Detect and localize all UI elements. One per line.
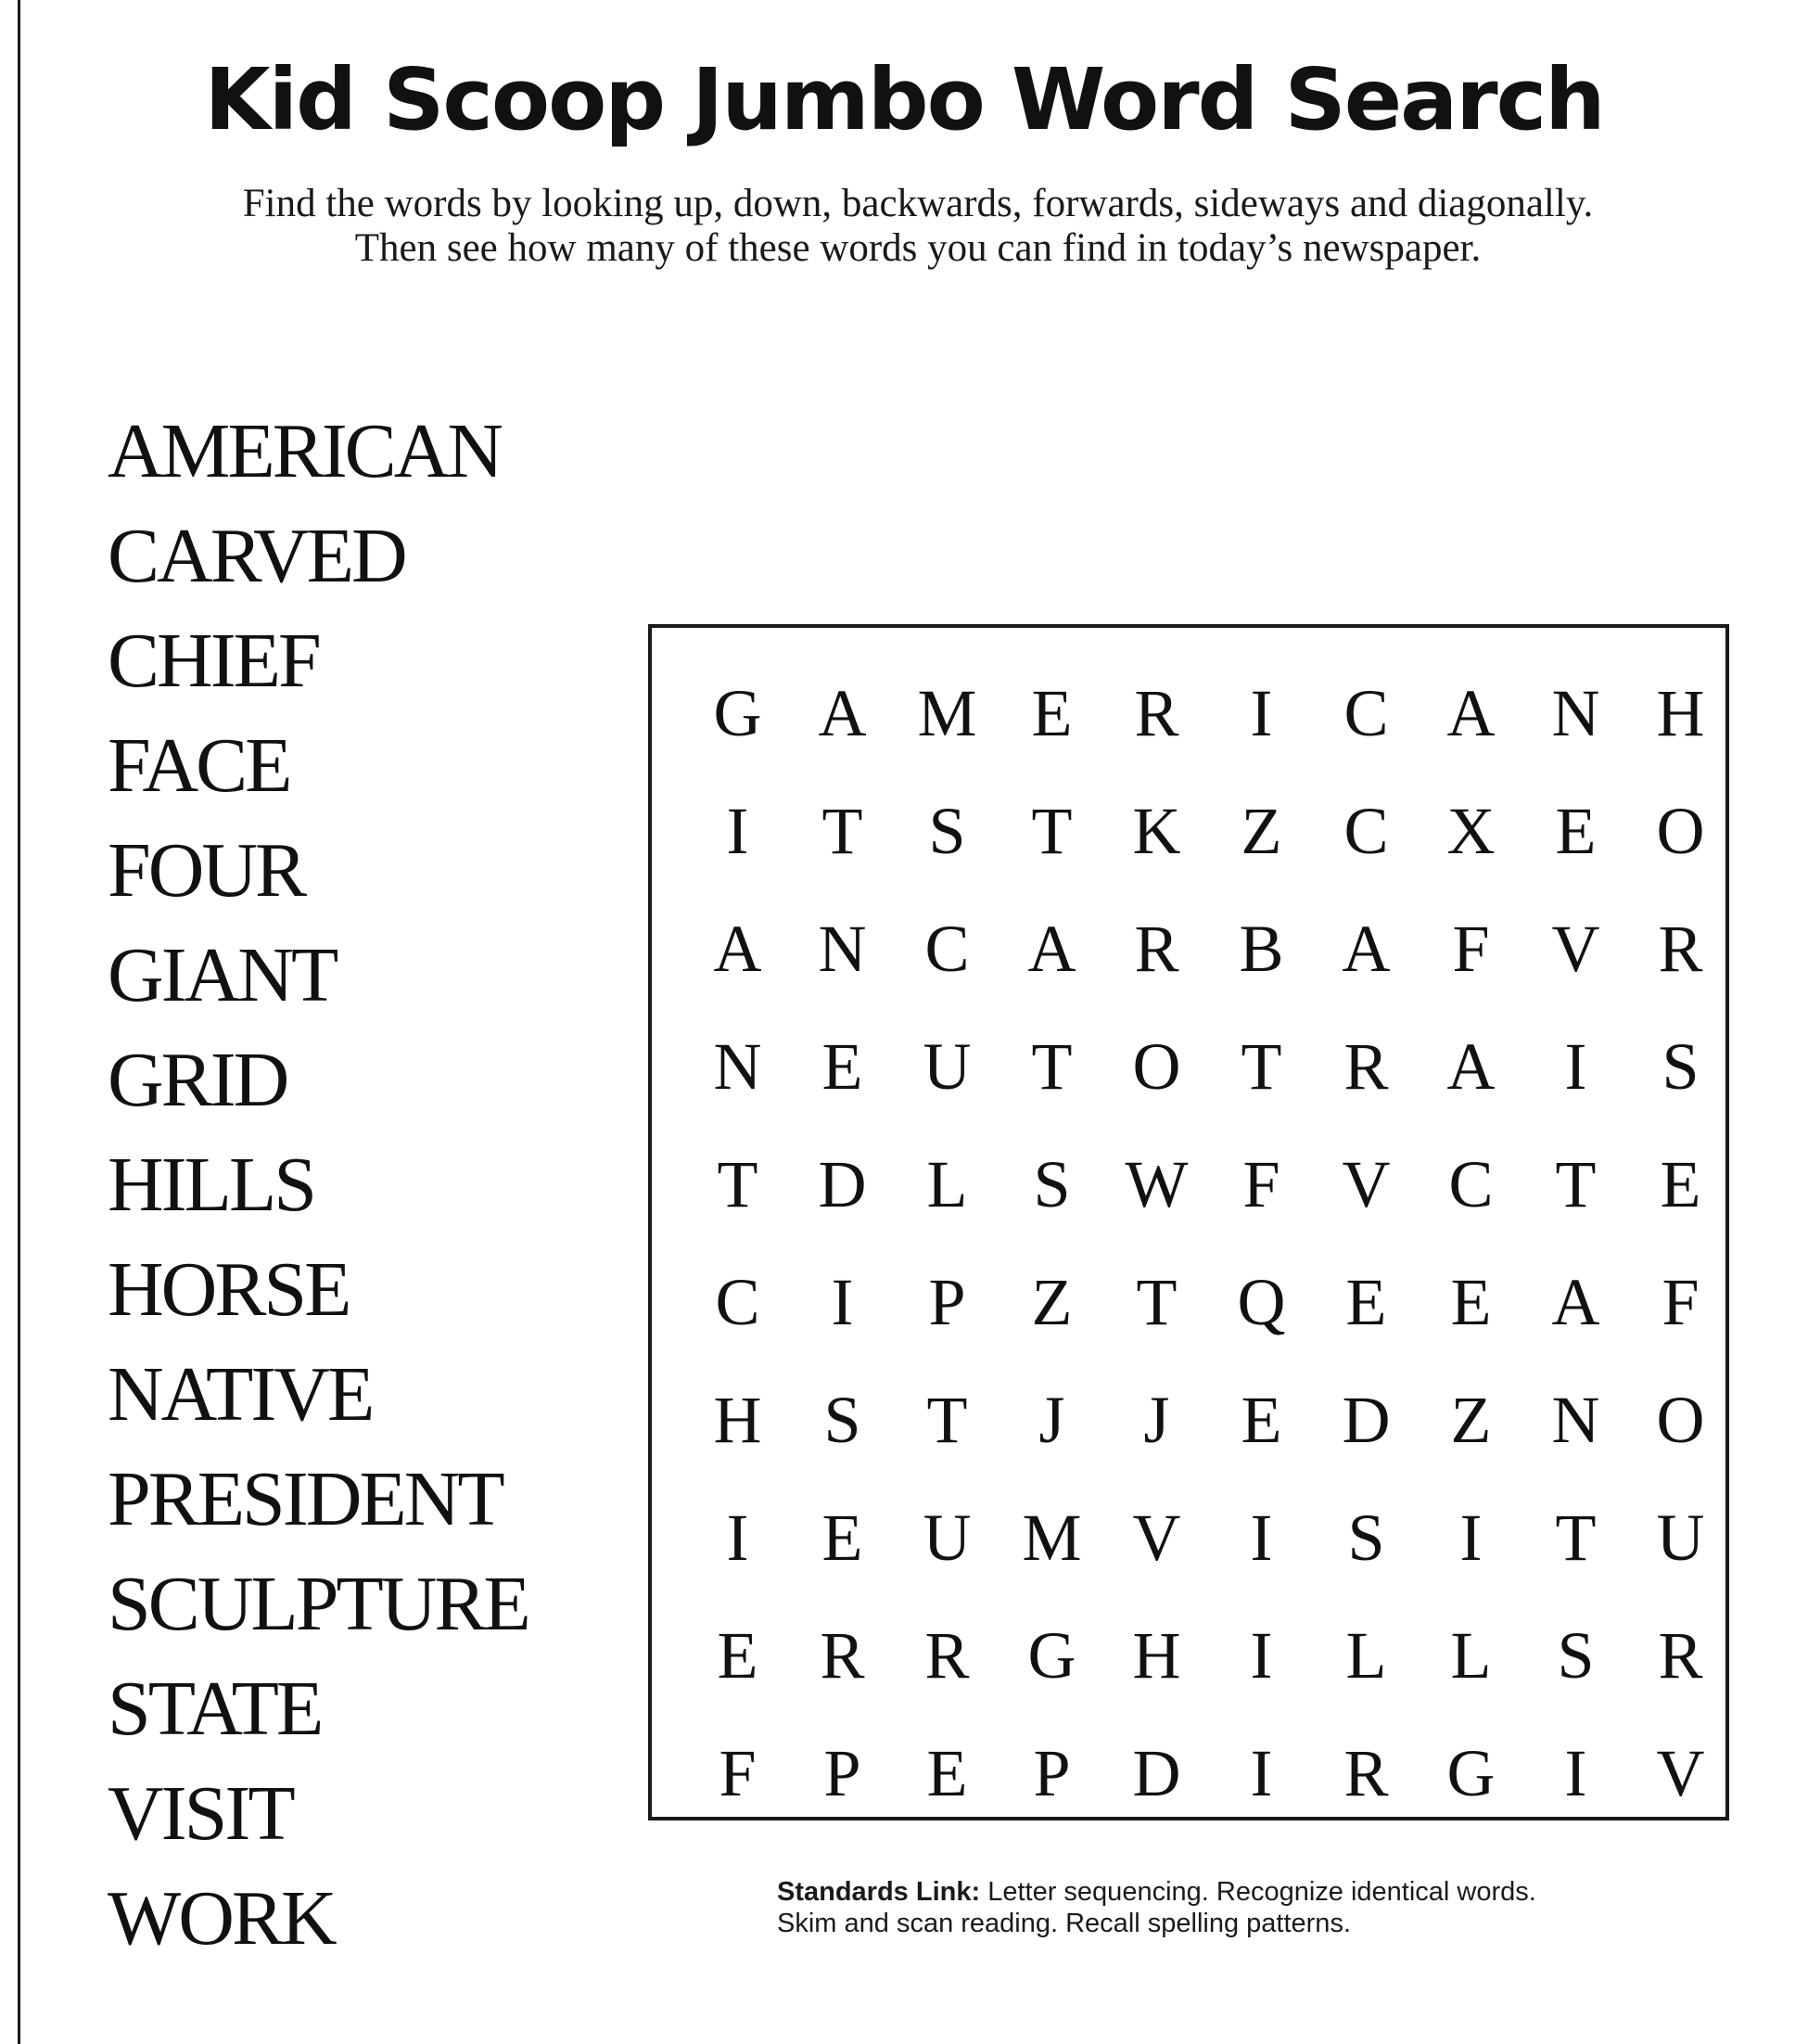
grid-letter[interactable]: L	[1345, 1617, 1387, 1693]
grid-letter[interactable]: F	[1662, 1264, 1700, 1339]
grid-letter[interactable]: C	[1448, 1146, 1494, 1221]
grid-letter[interactable]: G	[713, 675, 762, 750]
grid-letter[interactable]: E	[1031, 675, 1073, 750]
grid-letter[interactable]: E	[926, 1735, 968, 1810]
grid-letter[interactable]: V	[1132, 1500, 1181, 1575]
grid-letter[interactable]: T	[1136, 1264, 1178, 1339]
word-list	[108, 399, 528, 1971]
standards-link	[777, 1876, 1536, 1939]
grid-letter[interactable]: I	[1250, 1735, 1273, 1810]
grid-letter[interactable]: A	[1551, 1264, 1600, 1339]
grid-letter[interactable]: N	[713, 1028, 762, 1104]
grid-letter[interactable]: N	[1551, 675, 1600, 750]
grid-letter[interactable]: T	[821, 793, 863, 868]
word-list-item: HORSE	[108, 1246, 350, 1333]
word-list-item: PRESIDENT	[108, 1456, 503, 1542]
instructions-line-1: Find the words by looking up, down, backwards, forwards, sideways and diagonally.	[242, 182, 1594, 225]
grid-letter[interactable]: P	[928, 1264, 966, 1339]
grid-letter[interactable]: T	[1555, 1500, 1597, 1575]
grid-letter[interactable]: C	[1343, 675, 1389, 750]
word-list-item: GRID	[108, 1037, 287, 1123]
grid-letter[interactable]: I	[1564, 1735, 1587, 1810]
grid-letter[interactable]: R	[1658, 1617, 1703, 1693]
page-title: Kid Scoop Jumbo Word Search	[204, 50, 1604, 149]
word-search-grid-box	[648, 624, 1729, 1820]
grid-letter[interactable]: C	[715, 1264, 760, 1339]
grid-letter[interactable]: R	[1343, 1028, 1389, 1104]
word-list-item: WORK	[108, 1875, 335, 1961]
grid-letter[interactable]: C	[924, 911, 970, 986]
grid-letter[interactable]: F	[1452, 911, 1490, 986]
grid-letter[interactable]: I	[1250, 675, 1273, 750]
standards-line-2: Skim and scan reading. Recall spelling patterns.	[777, 1909, 1351, 1938]
grid-letter[interactable]: R	[1343, 1735, 1389, 1810]
word-list-item: HILLS	[108, 1142, 314, 1228]
standards-label: Standards Link:	[777, 1877, 981, 1907]
standards-line-1	[777, 1876, 1536, 1908]
grid-letter[interactable]: P	[1033, 1735, 1071, 1810]
grid-letter[interactable]: R	[1134, 911, 1179, 986]
grid-letter[interactable]: I	[1250, 1500, 1273, 1575]
grid-letter[interactable]: J	[1038, 1382, 1065, 1457]
grid-letter[interactable]: T	[1555, 1146, 1597, 1221]
grid-letter[interactable]: S	[823, 1382, 861, 1457]
grid-letter[interactable]: I	[726, 1500, 749, 1575]
grid-letter[interactable]: M	[1022, 1500, 1082, 1575]
instructions-line-2: Then see how many of these words you can find in today’s newspaper.	[354, 226, 1482, 270]
grid-letter[interactable]: O	[1656, 793, 1705, 868]
word-list-item: STATE	[108, 1666, 322, 1752]
word-list-item: CHIEF	[108, 618, 319, 704]
word-list-item: NATIVE	[108, 1351, 373, 1437]
grid-letter[interactable]: K	[1132, 793, 1181, 868]
grid-letter[interactable]: C	[1343, 793, 1389, 868]
grid-letter[interactable]: D	[1342, 1382, 1391, 1457]
grid-letter[interactable]: T	[926, 1382, 968, 1457]
grid-letter[interactable]: A	[1342, 911, 1391, 986]
grid-letter[interactable]: W	[1125, 1146, 1189, 1221]
grid-letter[interactable]: N	[1551, 1382, 1600, 1457]
grid-letter[interactable]: A	[713, 911, 762, 986]
grid-letter[interactable]: E	[1555, 793, 1597, 868]
grid-letter[interactable]: L	[1450, 1617, 1492, 1693]
grid-letter[interactable]: A	[818, 675, 867, 750]
grid-letter[interactable]: Z	[1450, 1382, 1492, 1457]
grid-letter[interactable]: L	[926, 1146, 968, 1221]
grid-letter[interactable]: I	[831, 1264, 854, 1339]
grid-letter[interactable]: V	[1342, 1146, 1391, 1221]
grid-letter[interactable]: T	[1031, 793, 1073, 868]
grid-letter[interactable]: H	[1656, 675, 1705, 750]
grid-letter[interactable]: U	[923, 1028, 972, 1104]
word-list-item: FACE	[108, 722, 290, 809]
grid-letter[interactable]: E	[821, 1500, 863, 1575]
grid-letter[interactable]: H	[1132, 1617, 1181, 1693]
grid-letter[interactable]: A	[1446, 675, 1496, 750]
grid-letter[interactable]: I	[1564, 1028, 1587, 1104]
word-list-item: VISIT	[108, 1770, 293, 1857]
grid-letter[interactable]: R	[820, 1617, 865, 1693]
grid-letter[interactable]: A	[1027, 911, 1076, 986]
grid-letter[interactable]: E	[821, 1028, 863, 1104]
grid-letter[interactable]: E	[717, 1617, 758, 1693]
page-left-border	[18, 0, 20, 2044]
word-list-item: SCULPTURE	[108, 1561, 528, 1647]
grid-letter[interactable]: G	[1446, 1735, 1496, 1810]
grid-letter[interactable]: T	[1241, 1028, 1282, 1104]
grid-letter[interactable]: E	[1660, 1146, 1701, 1221]
grid-letter[interactable]: D	[818, 1146, 867, 1221]
grid-letter[interactable]: I	[1459, 1500, 1483, 1575]
grid-letter[interactable]: F	[1242, 1146, 1280, 1221]
grid-letter[interactable]: P	[823, 1735, 861, 1810]
word-list-item: FOUR	[108, 827, 305, 913]
grid-letter[interactable]: T	[1031, 1028, 1073, 1104]
grid-letter[interactable]: I	[1250, 1617, 1273, 1693]
grid-letter[interactable]: Z	[1241, 793, 1282, 868]
word-search-grid	[685, 654, 1733, 1832]
grid-letter[interactable]: G	[1027, 1617, 1076, 1693]
grid-letter[interactable]: E	[1345, 1264, 1387, 1339]
grid-letter[interactable]: J	[1143, 1382, 1170, 1457]
grid-letter[interactable]: R	[1658, 911, 1703, 986]
grid-letter[interactable]: V	[1656, 1735, 1705, 1810]
grid-letter[interactable]: S	[1033, 1146, 1071, 1221]
grid-letter[interactable]: F	[719, 1735, 757, 1810]
grid-letter[interactable]: E	[1450, 1264, 1492, 1339]
grid-letter[interactable]: A	[1446, 1028, 1496, 1104]
grid-letter[interactable]: O	[1132, 1028, 1181, 1104]
grid-letter[interactable]: D	[1132, 1735, 1181, 1810]
grid-letter[interactable]: T	[717, 1146, 758, 1221]
word-list-item: GIANT	[108, 932, 337, 1018]
grid-letter[interactable]: Q	[1237, 1264, 1286, 1339]
grid-letter[interactable]: N	[818, 911, 867, 986]
grid-letter[interactable]: H	[713, 1382, 762, 1457]
grid-letter[interactable]: X	[1446, 793, 1496, 868]
standards-text-1: Letter sequencing. Recognize identical words.	[980, 1877, 1536, 1907]
grid-letter[interactable]: R	[924, 1617, 970, 1693]
word-list-item: CARVED	[108, 513, 405, 599]
grid-letter[interactable]: I	[726, 793, 749, 868]
grid-letter[interactable]: V	[1551, 911, 1600, 986]
grid-letter[interactable]: B	[1239, 911, 1284, 986]
grid-letter[interactable]: S	[928, 793, 966, 868]
grid-letter[interactable]: Z	[1031, 1264, 1073, 1339]
grid-letter[interactable]: U	[923, 1500, 972, 1575]
grid-letter[interactable]: M	[917, 675, 977, 750]
word-list-item: AMERICAN	[108, 408, 502, 494]
grid-letter[interactable]: O	[1656, 1382, 1705, 1457]
grid-letter[interactable]: E	[1241, 1382, 1282, 1457]
grid-letter[interactable]: U	[1656, 1500, 1705, 1575]
grid-letter[interactable]: S	[1557, 1617, 1595, 1693]
grid-letter[interactable]: R	[1134, 675, 1179, 750]
grid-letter[interactable]: S	[1662, 1028, 1700, 1104]
grid-letter[interactable]: S	[1347, 1500, 1385, 1575]
